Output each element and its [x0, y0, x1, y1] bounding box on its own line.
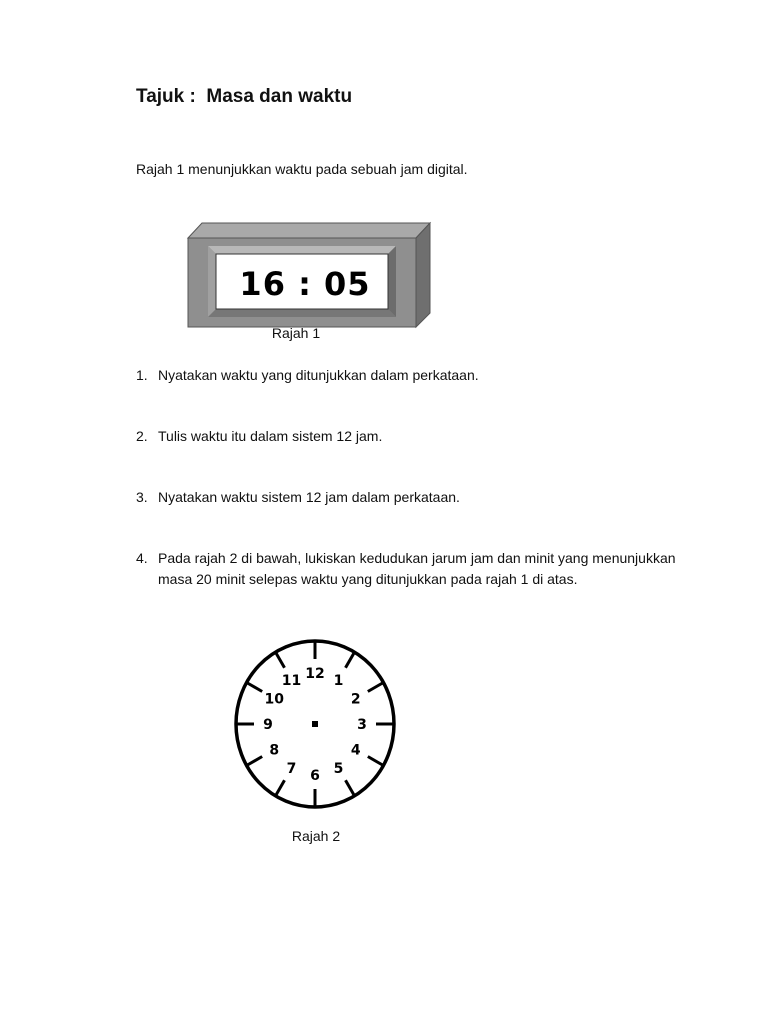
clock-center-dot [312, 721, 318, 727]
clock-numeral: 11 [281, 672, 302, 689]
clock-numeral: 12 [305, 666, 325, 682]
question-text: Pada rajah 2 di bawah, lukiskan kedudukan jarum jam dan minit yang menunjukkan masa 20 minit selepas waktu yang ditunjukkan pada rajah 1 di atas. [158, 550, 676, 587]
intro-text: Rajah 1 menunjukkan waktu pada sebuah jam digital. [136, 161, 468, 177]
clock-numeral: 1 [333, 672, 344, 689]
clock-numeral: 7 [286, 761, 297, 778]
analog-clock [230, 636, 400, 821]
analog-clock-face [230, 636, 400, 816]
question-number: 3. [136, 489, 148, 505]
worksheet-title: Tajuk : Masa dan waktu [136, 86, 353, 107]
clock-numeral: 2 [350, 691, 361, 708]
clock-numeral: 3 [357, 717, 367, 733]
question-number: 1. [136, 367, 148, 383]
clock-numeral: 8 [269, 742, 280, 759]
question-number: 2. [136, 428, 148, 444]
digital-clock [184, 220, 434, 332]
clock-numeral: 4 [350, 742, 361, 759]
question-text: Nyatakan waktu yang ditunjukkan dalam perkataan. [158, 367, 479, 383]
digital-time-display: 16 : 05 [239, 265, 371, 303]
clock-numeral: 6 [310, 768, 320, 784]
question-text: Tulis waktu itu dalam sistem 12 jam. [158, 428, 383, 444]
question-text: Nyatakan waktu sistem 12 jam dalam perkataan. [158, 489, 460, 505]
figure-2-caption: Rajah 2 [291, 828, 341, 844]
question-number: 4. [136, 550, 148, 566]
figure-1-caption: Rajah 1 [271, 325, 321, 341]
clock-numeral: 10 [264, 691, 285, 708]
clock-numeral: 9 [263, 717, 273, 733]
clock-numeral: 5 [333, 761, 344, 778]
